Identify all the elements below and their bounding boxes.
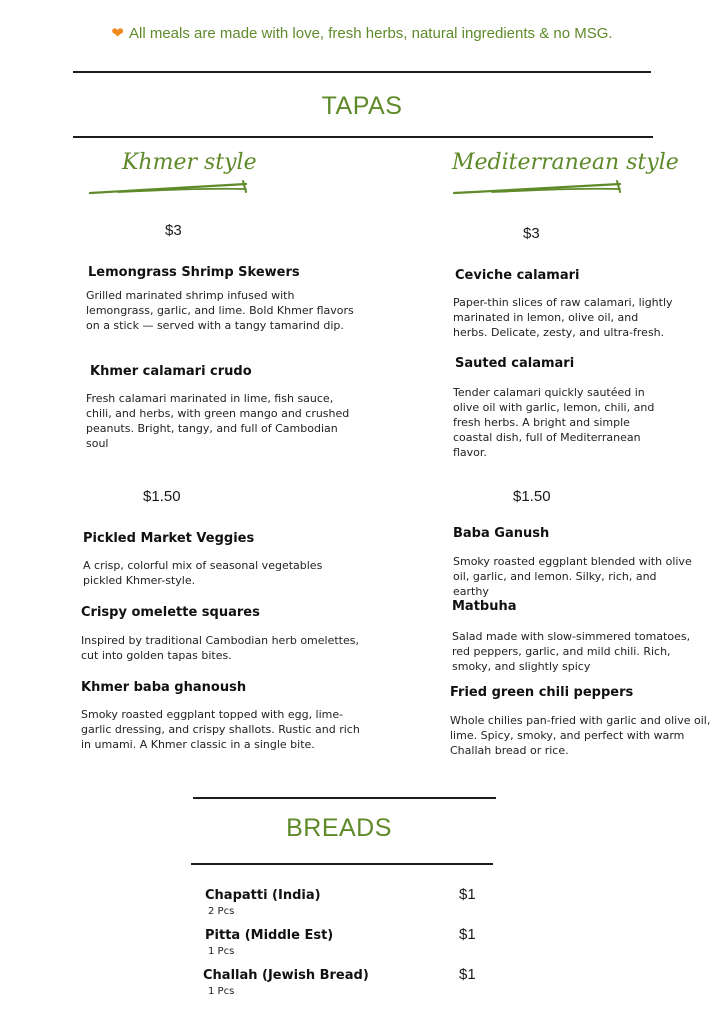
khmer-price-150: $1.50 bbox=[143, 488, 181, 505]
divider-breads-bottom bbox=[191, 863, 493, 865]
item-name: Matbuha bbox=[452, 599, 517, 614]
item-desc: Tender calamari quickly sautéed in olive oil with garlic, lemon, chili, and fresh herbs. A bright and simple coastal dish, full of Mediterranean flavor. bbox=[453, 386, 655, 459]
section-title-tapas: TAPAS bbox=[321, 92, 403, 120]
item-desc: Smoky roasted eggplant topped with egg, lime-garlic dressing, and crispy shallots. Rustic and rich in umami. A Khmer classic in a single bite. bbox=[81, 708, 360, 751]
bread-price: $1 bbox=[459, 966, 476, 983]
item-desc: Salad made with slow-simmered tomatoes, red peppers, garlic, and mild chili. Rich, smoky, and slightly spicy bbox=[452, 630, 691, 673]
menu-item-lemongrass-shrimp bbox=[88, 265, 363, 280]
item-name: Fried green chili peppers bbox=[450, 685, 634, 700]
divider-top bbox=[73, 71, 651, 73]
bread-price: $1 bbox=[459, 926, 476, 943]
khmer-price-3: $3 bbox=[165, 222, 182, 239]
bread-name: Chapatti (India) bbox=[205, 888, 321, 903]
med-price-150: $1.50 bbox=[513, 488, 551, 505]
item-desc: Inspired by traditional Cambodian herb omelettes, cut into golden tapas bites. bbox=[81, 634, 359, 662]
item-desc: Fresh calamari marinated in lime, fish sauce, chili, and herbs, with green mango and crushed peanuts. Bright, tangy, and full of Cambodian soul bbox=[86, 392, 350, 450]
med-style-heading: Mediterranean style bbox=[452, 150, 679, 175]
item-name: Crispy omelette squares bbox=[81, 605, 260, 620]
item-name: Baba Ganush bbox=[453, 526, 550, 541]
item-name: Lemongrass Shrimp Skewers bbox=[88, 265, 300, 280]
item-desc: Paper-thin slices of raw calamari, lightly marinated in lemon, olive oil, and herbs. Delicate, zesty, and ultra-fresh. bbox=[453, 296, 673, 339]
notice-line bbox=[0, 24, 724, 42]
item-desc: Whole chilies pan-fried with garlic and olive oil, lime. Spicy, smoky, and perfect with warm Challah bread or rice. bbox=[450, 714, 711, 757]
bread-qty: 1 Pcs bbox=[208, 986, 235, 997]
med-heading-underline bbox=[452, 178, 627, 200]
item-desc: A crisp, colorful mix of seasonal vegetables pickled Khmer-style. bbox=[83, 559, 323, 587]
bread-name: Challah (Jewish Bread) bbox=[203, 968, 369, 983]
bread-name: Pitta (Middle Est) bbox=[205, 928, 334, 943]
khmer-heading-underline bbox=[88, 178, 253, 200]
item-name: Khmer calamari crudo bbox=[90, 364, 252, 379]
item-name: Ceviche calamari bbox=[455, 268, 580, 283]
notice-text: All meals are made with love, fresh herbs, natural ingredients & no MSG. bbox=[129, 25, 613, 42]
khmer-style-heading: Khmer style bbox=[122, 150, 257, 175]
heart-icon: ❤ bbox=[111, 25, 124, 42]
divider-breads-top bbox=[193, 797, 496, 799]
item-name: Khmer baba ghanoush bbox=[81, 680, 247, 695]
bread-price: $1 bbox=[459, 886, 476, 903]
bread-qty: 1 Pcs bbox=[208, 946, 235, 957]
bread-qty: 2 Pcs bbox=[208, 906, 235, 917]
item-desc: Smoky roasted eggplant blended with olive oil, garlic, and lemon. Silky, rich, and earthy bbox=[453, 555, 692, 598]
item-desc: Grilled marinated shrimp infused with lemongrass, garlic, and lime. Bold Khmer flavors on a stick — served with a tangy tamarind dip. bbox=[86, 289, 354, 332]
med-price-3: $3 bbox=[523, 225, 540, 242]
divider-tapas bbox=[73, 136, 653, 138]
item-name: Pickled Market Veggies bbox=[83, 531, 255, 546]
item-name: Sauted calamari bbox=[455, 356, 575, 371]
section-title-breads: BREADS bbox=[286, 814, 392, 842]
